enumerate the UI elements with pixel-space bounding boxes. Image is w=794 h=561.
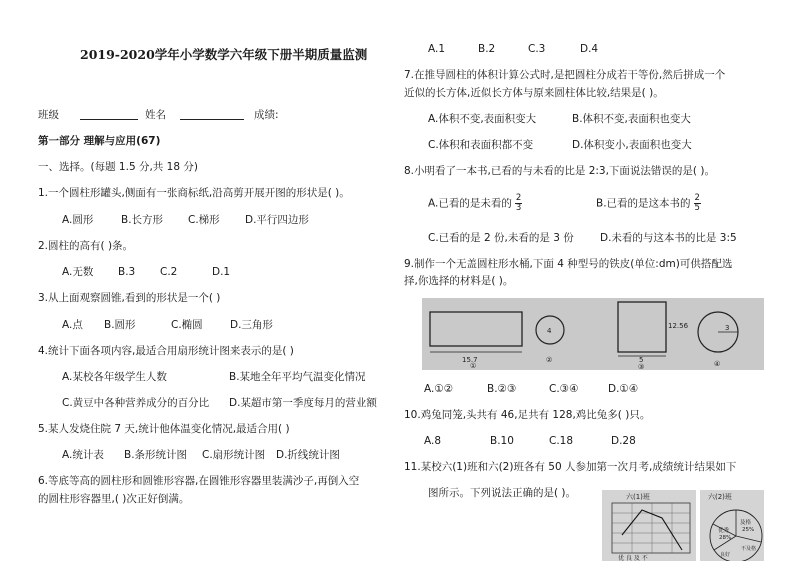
q2-option-c[interactable]: C.2 <box>160 266 178 278</box>
sheet-4-radius-label: 3 <box>725 324 730 332</box>
name-blank[interactable] <box>180 119 244 120</box>
q11-class2-pie-chart <box>700 490 764 561</box>
pie-label-fail: 不及格 <box>741 546 757 552</box>
sheet-3-rectangle <box>618 302 666 352</box>
q11-text-line2: 图所示。下列说法正确的是( )。 <box>428 487 577 499</box>
q7-option-a[interactable]: A.体积不变,表面积变大 <box>428 113 537 125</box>
q3-option-c[interactable]: C.椭圆 <box>171 319 203 331</box>
q5-option-b[interactable]: B.条形统计图 <box>124 449 188 461</box>
q3-option-d[interactable]: D.三角形 <box>230 319 273 331</box>
name-label: 姓名 <box>145 109 166 121</box>
q8-option-b-label: B.已看的是这本书的 <box>596 197 691 210</box>
q4-option-a[interactable]: A.某校各年级学生人数 <box>62 371 167 383</box>
q10-option-c[interactable]: C.18 <box>549 435 574 447</box>
q2-text: 2.圆柱的高有( )条。 <box>38 240 134 252</box>
pie-divider-2 <box>736 536 761 542</box>
q5-option-d[interactable]: D.折线统计图 <box>276 449 340 461</box>
score-label: 成绩: <box>254 109 279 121</box>
sheet-3-width: 5 <box>639 356 644 364</box>
q6-option-d[interactable]: D.4 <box>580 43 599 55</box>
fraction-two-fifths: $\frac{2}{5}$ <box>694 193 700 213</box>
part1-heading: 第一部分 理解与应用(67) <box>38 135 161 147</box>
q10-option-d[interactable]: D.28 <box>611 435 636 447</box>
q7-option-b[interactable]: B.体积不变,表面积也变大 <box>572 113 691 125</box>
sheet-2-diameter: 4 <box>547 327 552 335</box>
q2-option-a[interactable]: A.无数 <box>62 266 94 278</box>
q9-sheet-drawing <box>422 298 764 370</box>
q4-option-d[interactable]: D.某超市第一季度每月的营业额 <box>229 397 377 409</box>
sheet-2-number: ② <box>546 356 553 364</box>
fraction-two-thirds: $\frac{2}{3}$ <box>515 193 522 213</box>
sheet-1-length: 15.7 <box>462 356 478 364</box>
q8-option-a[interactable] <box>428 194 522 213</box>
q7-option-d[interactable]: D.体积变小,表面积也变大 <box>572 139 692 151</box>
q11-text-line1: 11.某校六(1)班和六(2)班各有 50 人参加第一次月考,成绩统计结果如下 <box>404 461 737 473</box>
q6-text-line2: 的圆柱形容器里,( )次正好倒满。 <box>38 493 190 505</box>
class1-chart-frame <box>612 503 690 553</box>
sheet-3-height: 12.56 <box>668 322 689 330</box>
q6-option-a[interactable]: A.1 <box>428 43 446 55</box>
q6-text-line1: 6.等底等高的圆柱形和圆锥形容器,在圆锥形容器里装满沙子,再倒入空 <box>38 475 360 487</box>
pie-label-pass: 及格 <box>740 520 752 526</box>
q8-option-b[interactable] <box>596 194 701 213</box>
q1-option-a[interactable]: A.圆形 <box>62 214 94 226</box>
class1-chart-drawing <box>602 490 696 561</box>
section-choice-heading: 一、选择。(每题 1.5 分,共 18 分) <box>38 161 198 173</box>
q3-option-a[interactable]: A.点 <box>62 319 83 331</box>
q8-option-c[interactable]: C.已看的是 2 份,未看的是 3 份 <box>428 232 574 244</box>
sheet-4-number: ④ <box>714 360 721 368</box>
q7-text-line2: 近似的长方体,近似长方体与原来圆柱体比较,结果是( )。 <box>404 87 664 99</box>
q8-option-d[interactable]: D.未看的与这本书的比是 3:5 <box>600 232 737 244</box>
q1-option-b[interactable]: B.长方形 <box>121 214 164 226</box>
q10-option-b[interactable]: B.10 <box>490 435 514 447</box>
q3-option-b[interactable]: B.圆形 <box>104 319 136 331</box>
class1-chart-title: 六(1)班 <box>626 493 650 501</box>
class2-chart-drawing <box>700 490 764 561</box>
q7-text-line1: 7.在推导圆柱的体积计算公式时,是把圆柱分成若干等份,然后拼成一个 <box>404 69 726 81</box>
q5-option-c[interactable]: C.扇形统计图 <box>202 449 266 461</box>
q2-option-b[interactable]: B.3 <box>118 266 136 278</box>
pie-label-pct1: 25% <box>742 527 755 533</box>
q8-option-a-label: A.已看的是未看的 <box>428 197 512 210</box>
sheet-3-number: ③ <box>638 363 645 370</box>
q9-option-a[interactable]: A.①② <box>424 383 454 395</box>
class-label: 班级 <box>38 109 59 121</box>
q9-text-line2: 择,你选择的材料是( )。 <box>404 275 514 287</box>
q11-class1-line-chart <box>602 490 696 561</box>
q3-text: 3.从上面观察圆锥,看到的形状是一个( ) <box>38 292 221 304</box>
q9-option-d[interactable]: D.①④ <box>608 383 639 395</box>
q8-text: 8.小明看了一本书,已看的与未看的比是 2:3,下面说法错误的是( )。 <box>404 165 715 177</box>
q1-option-c[interactable]: C.梯形 <box>188 214 220 226</box>
class-blank[interactable] <box>80 119 138 120</box>
q5-option-a[interactable]: A.统计表 <box>62 449 104 461</box>
q9-option-b[interactable]: B.②③ <box>487 383 517 395</box>
q10-option-a[interactable]: A.8 <box>424 435 442 447</box>
q9-text-line1: 9.制作一个无盖圆柱形水桶,下面 4 种型号的铁皮(单位:dm)可供搭配选 <box>404 258 733 270</box>
q1-option-d[interactable]: D.平行四边形 <box>245 214 309 226</box>
sheet-1-number: ① <box>470 362 477 370</box>
pie-label-excellent: 优秀 <box>718 528 730 534</box>
q4-option-c[interactable]: C.黄豆中各种营养成分的百分比 <box>62 397 210 409</box>
q6-option-c[interactable]: C.3 <box>528 43 546 55</box>
class2-chart-title: 六(2)班 <box>708 493 732 501</box>
class1-x-labels: 优 良 及 不 <box>618 555 648 561</box>
q4-text: 4.统计下面各项内容,最适合用扇形统计图来表示的是( ) <box>38 345 294 357</box>
q9-sheet-figure <box>422 298 764 370</box>
q9-option-c[interactable]: C.③④ <box>549 383 579 395</box>
q4-option-b[interactable]: B.某地全年平均气温变化情况 <box>229 371 366 383</box>
q7-option-c[interactable]: C.体积和表面积都不变 <box>428 139 534 151</box>
q5-text: 5.某人发烧住院 7 天,统计他体温变化情况,最适合用( ) <box>38 423 290 435</box>
q2-option-d[interactable]: D.1 <box>212 266 231 278</box>
q10-text: 10.鸡兔同笼,头共有 46,足共有 128,鸡比兔多( )只。 <box>404 409 651 421</box>
page-title: 2019-2020学年小学数学六年级下册半期质量监测 <box>80 47 368 62</box>
q6-option-b[interactable]: B.2 <box>478 43 496 55</box>
sheet-1-rectangle <box>430 312 522 346</box>
pie-label-good: 良好 <box>720 552 731 558</box>
pie-label-pct2: 28% <box>719 535 732 541</box>
q1-text: 1.一个圆柱形罐头,侧面有一张商标纸,沿高剪开展开图的形状是( )。 <box>38 187 350 199</box>
